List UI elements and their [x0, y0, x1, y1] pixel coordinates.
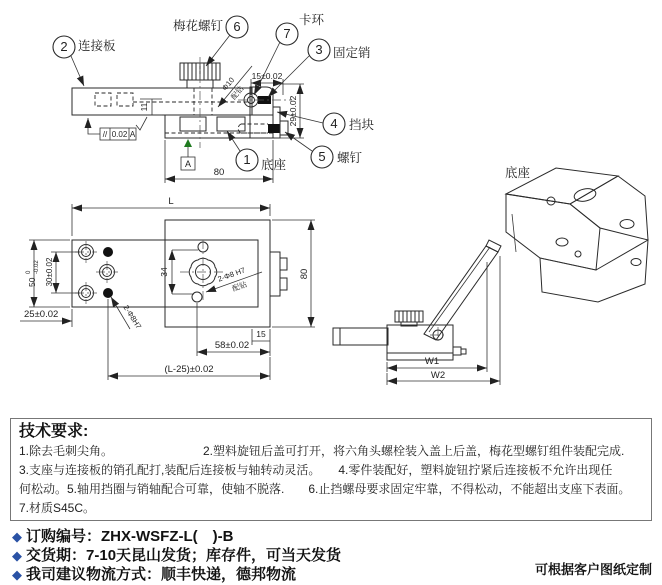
tech-requirements-title: 技术要求:: [19, 423, 89, 440]
dim-W1: W1: [424, 356, 440, 367]
tech-requirement-line: 3.支座与连接板的销孔配打,装配后连接板与轴转动灵活。 4.零件装配好，塑料旋钮拧紧后连接板不允许出现任: [19, 463, 613, 477]
logistics-value: 顺丰快递，德邦物流: [161, 566, 297, 583]
tech-requirement-line: 何松动。5.轴用挡圈与销轴配合可靠，使轴不脱落. 6.止挡螺母要求固定牢靠，不得松动，不能超出支座下表面。: [19, 482, 631, 496]
tech-requirements-box: [10, 418, 652, 521]
fcf-parallel-icon: //: [102, 130, 108, 139]
leader-knob-holes-note: 配钻: [231, 279, 249, 294]
diamond-bullet-icon: ◆: [12, 567, 22, 582]
balloon-7-label: 卡环: [299, 13, 325, 27]
dim-30-002: 30±0.02: [45, 257, 54, 287]
order-number-value: ZHX-WSFZ-L( )-B: [101, 528, 234, 545]
dim-15-plan: 15: [256, 329, 266, 339]
balloon-5-label: 螺钉: [337, 151, 363, 165]
dim-29-002: 29±0.02: [288, 95, 298, 127]
datum-label: A: [184, 159, 192, 169]
dim-L25-002: (L-25)±0.02: [164, 364, 214, 375]
fcf-datum-ref: A: [129, 130, 136, 139]
balloon-1: 1: [243, 152, 251, 167]
balloon-5: 5: [318, 149, 326, 164]
logistics-row: [12, 565, 341, 584]
dim-50-group: [26, 260, 40, 287]
balloon-6-label: 梅花螺钉: [172, 19, 223, 33]
fcf-tolerance: 0.02: [111, 130, 128, 139]
surface-finish-icon: [136, 117, 147, 130]
plan-view: [20, 196, 315, 380]
leader-2-dia8h7: 2-Φ8H7: [121, 303, 144, 331]
order-number-row: [12, 527, 341, 546]
leader-knob-holes: 2-Φ8 H7: [216, 265, 247, 284]
dim-25-002: 25±0.02: [24, 309, 59, 320]
leader-dia10: Φ10: [220, 75, 237, 93]
dim-58-002: 58±0.02: [214, 340, 250, 351]
balloon-3: 3: [315, 42, 323, 57]
dim-11: 11: [139, 102, 149, 112]
customization-note: 可根据客户图纸定制: [534, 562, 652, 577]
order-number-label: 订购编号：: [26, 528, 102, 545]
dim-34: 34: [159, 267, 169, 277]
balloon-callouts: [53, 12, 375, 172]
dim-15-002: 15±0.02: [251, 71, 283, 81]
dim-W2: W2: [430, 370, 446, 381]
balloon-4-label: 挡块: [349, 118, 375, 132]
side-view: [333, 240, 501, 385]
logistics-label: 我司建议物流方式：: [26, 566, 162, 583]
diamond-bullet-icon: ◆: [12, 548, 22, 563]
tech-requirement-line: 1.除去毛刺尖角。 2.塑料旋钮后盖可打开，将六角头螺栓装入盖上后盖，梅花型螺钉组件装配完成.: [19, 444, 625, 458]
dim-50-lower-tol: -0.02: [34, 260, 40, 274]
iso-base-label: 底座: [505, 166, 531, 180]
balloon-1-label: 底座: [261, 158, 287, 172]
delivery-time-value: 7-10天昆山发货；库存件，可当天发货: [86, 547, 342, 564]
iso-view: [505, 165, 648, 302]
balloon-3-label: 固定销: [333, 46, 371, 60]
dim-80-plan: 80: [299, 268, 310, 280]
dim-50: 50: [27, 277, 37, 287]
balloon-2: 2: [60, 39, 68, 54]
tech-requirement-line: 7.材质S45C。: [19, 501, 96, 515]
dim-80-top: 80: [213, 167, 225, 178]
dim-L: L: [168, 196, 174, 207]
diamond-bullet-icon: ◆: [12, 529, 22, 544]
balloon-7: 7: [283, 26, 291, 41]
leader-dia10-note: 配钻: [229, 84, 246, 102]
balloon-2-label: 连接板: [78, 39, 116, 53]
datum-triangle-icon: [184, 139, 192, 147]
delivery-time-row: [12, 546, 341, 565]
balloon-6: 6: [233, 19, 241, 34]
dim-50-upper-tol: 0: [26, 270, 32, 274]
balloon-4: 4: [330, 116, 338, 131]
order-info: [12, 527, 341, 584]
delivery-time-label: 交货期：: [26, 547, 87, 564]
